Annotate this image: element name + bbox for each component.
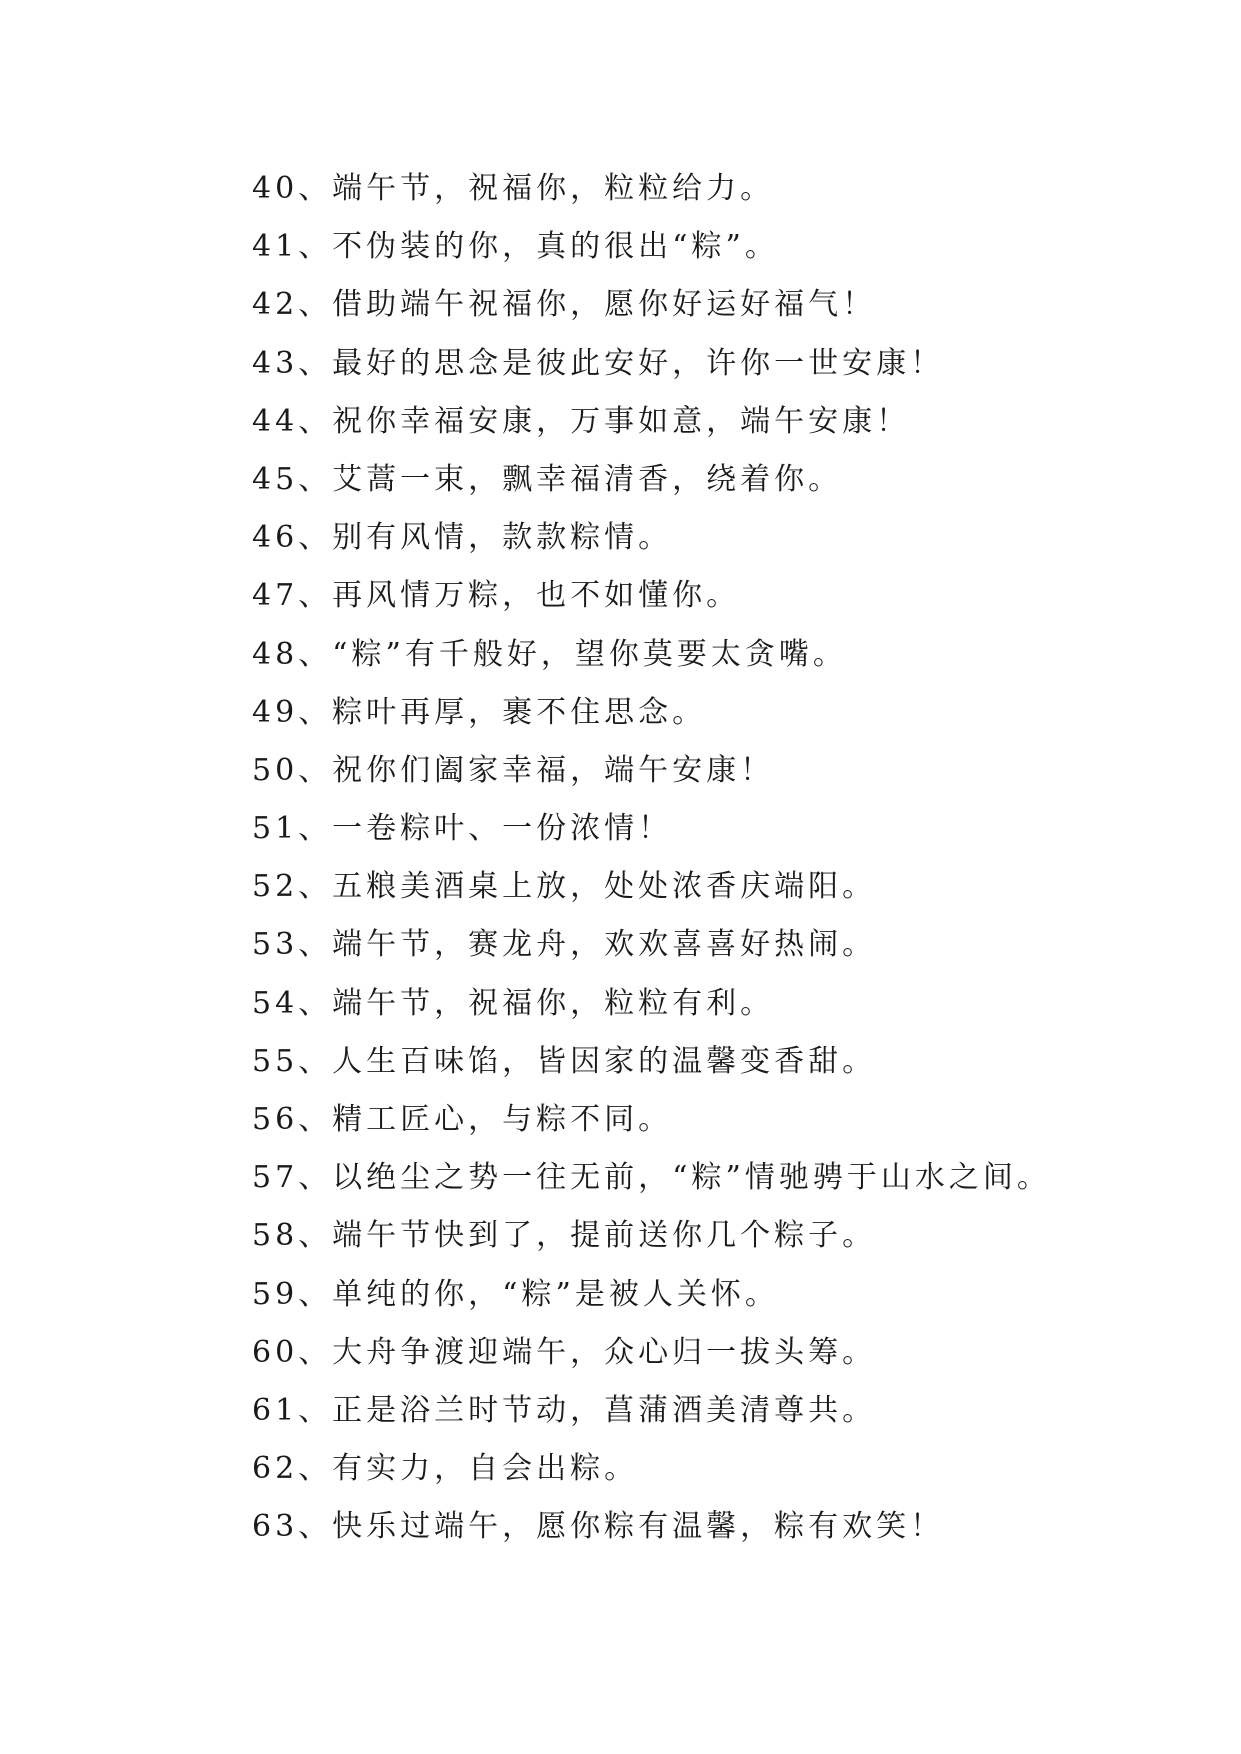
list-item: 63、快乐过端午，愿你粽有温馨，粽有欢笑！ — [252, 1509, 945, 1545]
list-item: 48、“粽”有千般好，望你莫要太贪嘴。 — [252, 636, 847, 672]
list-item: 58、端午节快到了，提前送你几个粽子。 — [252, 1218, 877, 1254]
list-item: 51、一卷粽叶、一份浓情！ — [252, 811, 673, 847]
list-item: 45、艾蒿一束，飘幸福清香，绕着你。 — [252, 461, 843, 497]
list-item: 60、大舟争渡迎端午，众心归一拔头筹。 — [252, 1334, 877, 1370]
list-item: 53、端午节，赛龙舟，欢欢喜喜好热闹。 — [252, 927, 877, 963]
list-item: 59、单纯的你，“粽”是被人关怀。 — [252, 1276, 779, 1312]
list-item: 54、端午节，祝福你，粒粒有利。 — [252, 985, 775, 1021]
list-item: 43、最好的思念是彼此安好，许你一世安康！ — [252, 345, 945, 381]
greeting-list — [252, 160, 1152, 1557]
list-item: 56、精工匠心，与粽不同。 — [252, 1102, 673, 1137]
list-item: 61、正是浴兰时节动，菖蒲酒美清尊共。 — [252, 1392, 877, 1428]
list-item: 62、有实力，自会出粽。 — [252, 1451, 639, 1487]
list-item: 55、人生百味馅，皆因家的温馨变香甜。 — [252, 1043, 877, 1079]
list-item: 40、端午节，祝福你，粒粒给力。 — [252, 171, 775, 206]
list-item: 41、不伪装的你，真的很出“粽”。 — [252, 229, 779, 265]
list-item: 42、借助端午祝福你，愿你好运好福气！ — [252, 287, 877, 323]
list-item: 57、以绝尘之势一往无前，“粽”情驰骋于山水之间。 — [252, 1160, 1051, 1196]
list-item: 44、祝你幸福安康，万事如意，端午安康！ — [252, 403, 911, 439]
list-item: 47、再风情万粽，也不如懂你。 — [252, 578, 741, 614]
list-item: 46、别有风情，款款粽情。 — [252, 520, 673, 556]
list-item: 49、粽叶再厚，裹不住思念。 — [252, 694, 707, 730]
list-item: 50、祝你们阖家幸福，端午安康！ — [252, 752, 775, 788]
list-item: 52、五粮美酒桌上放，处处浓香庆端阳。 — [252, 869, 877, 905]
